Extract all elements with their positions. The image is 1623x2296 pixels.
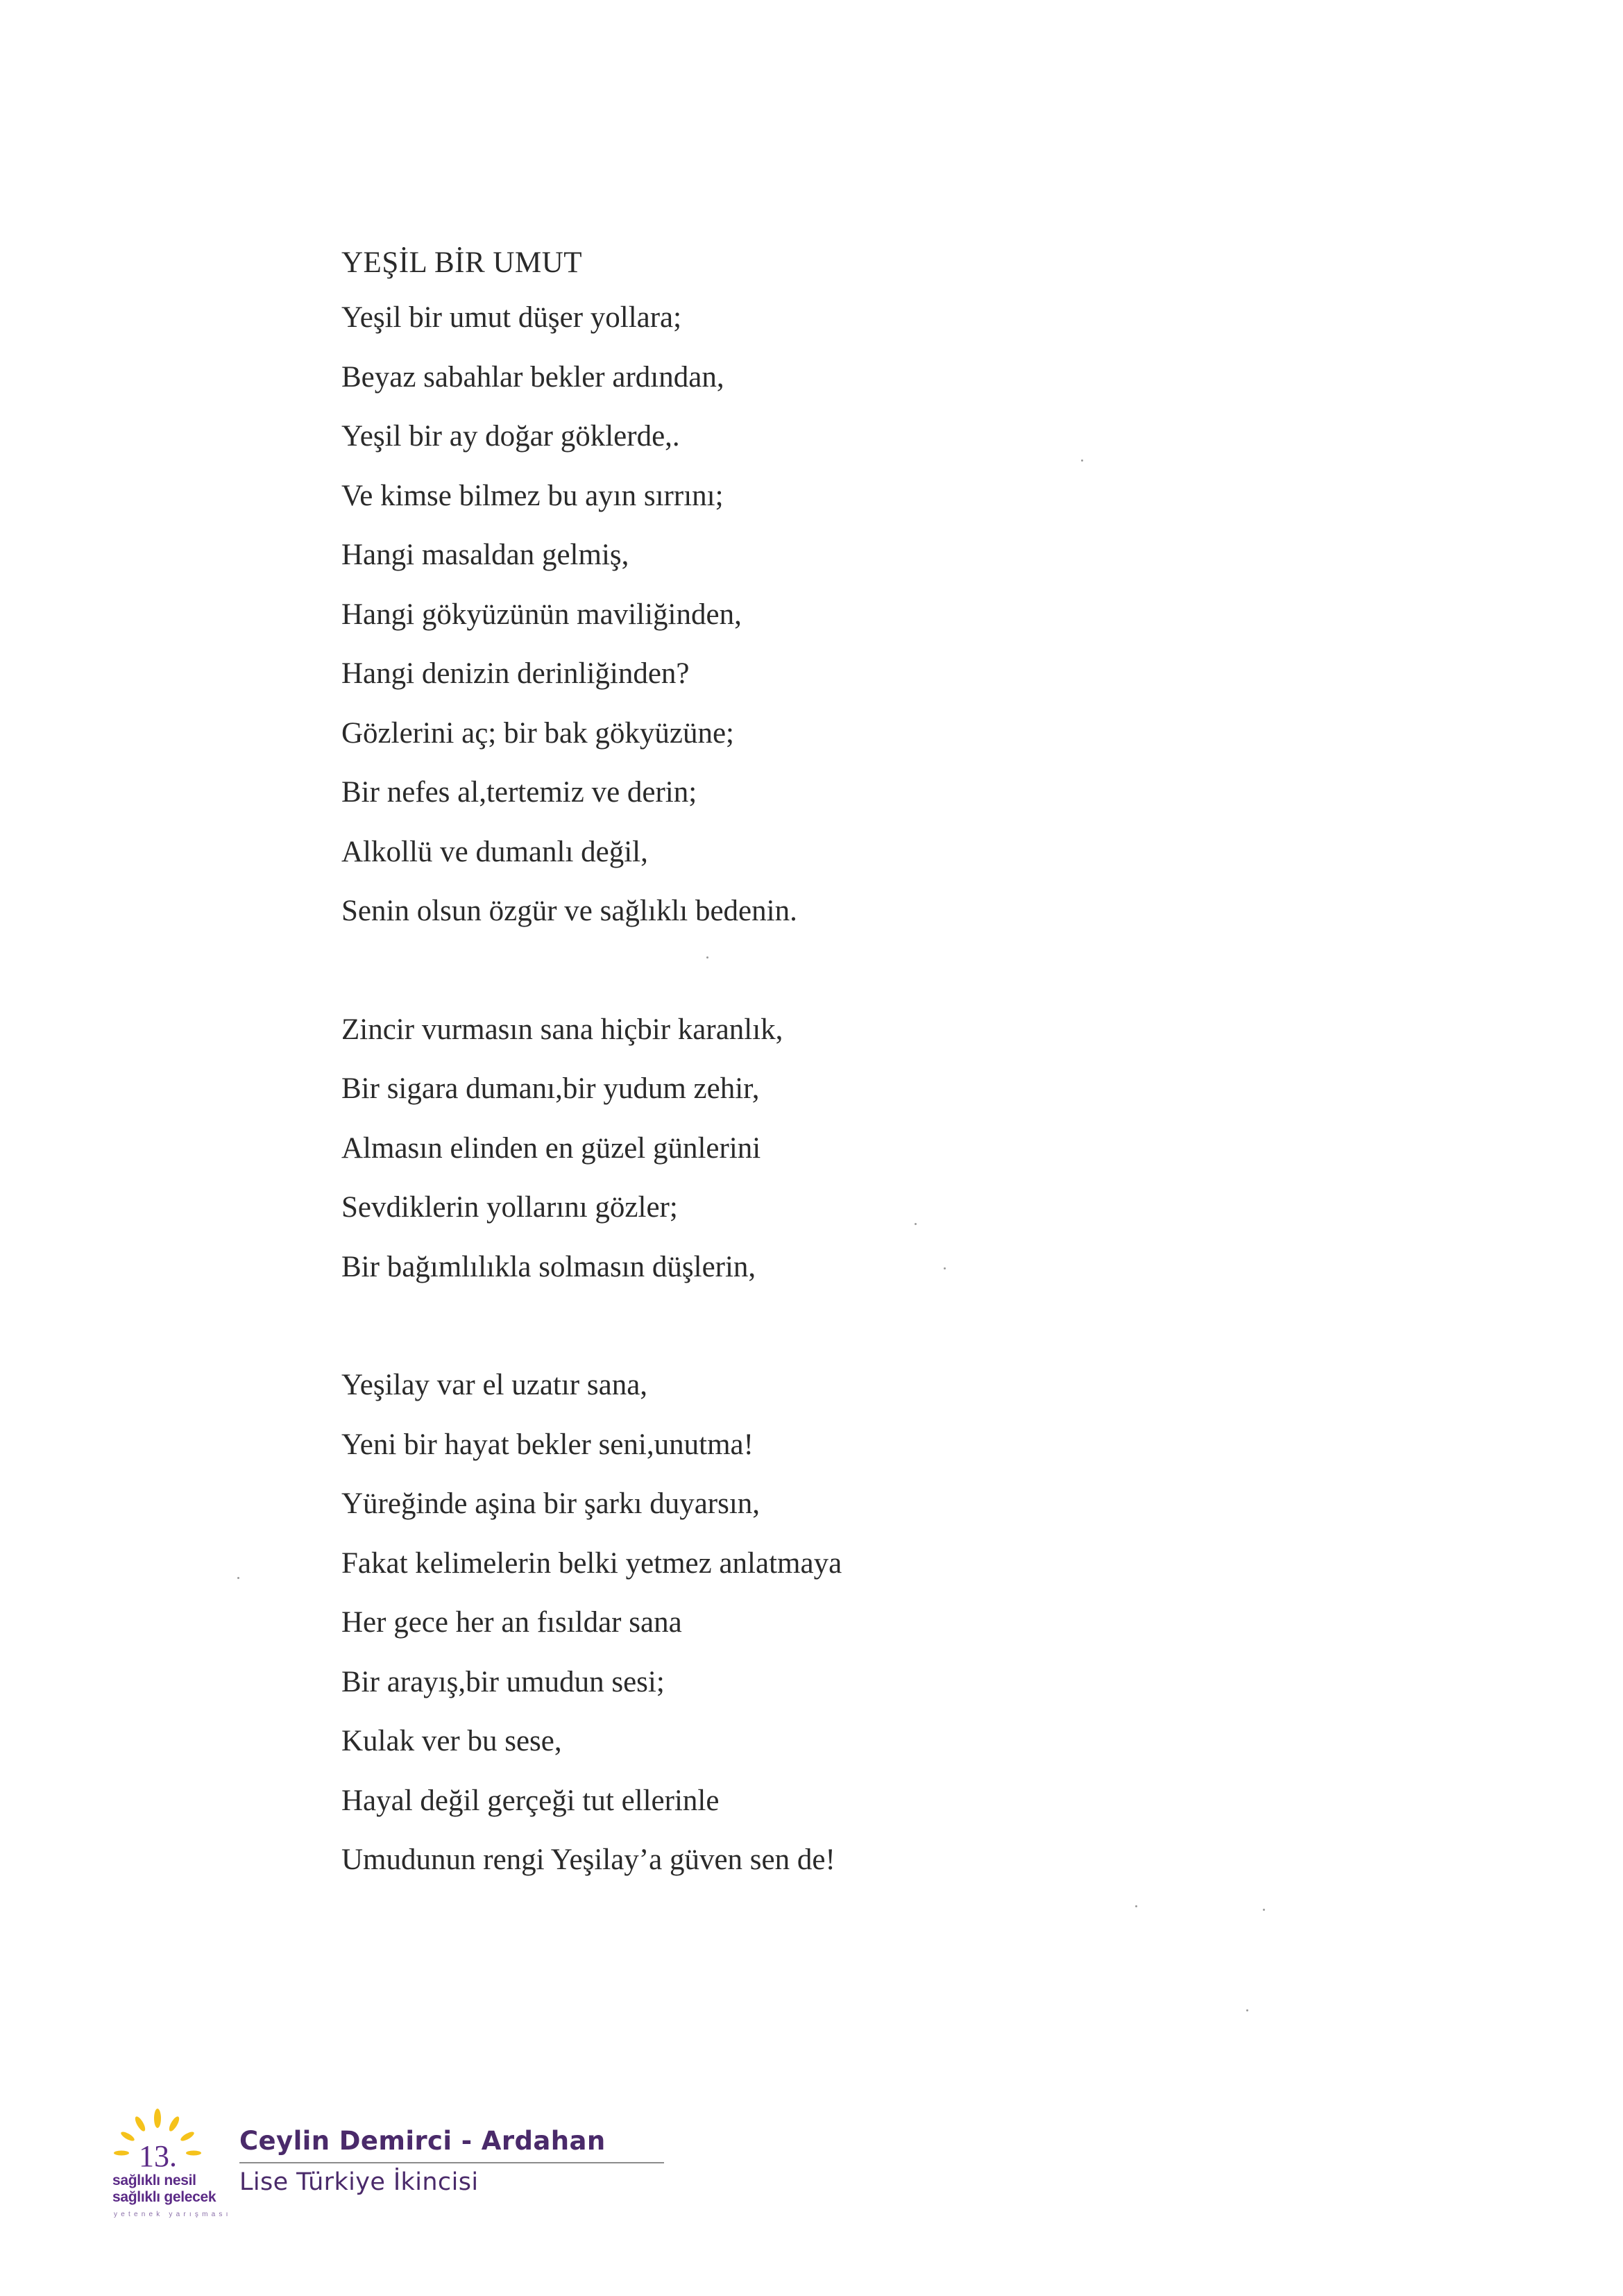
sun-logo-icon	[83, 2103, 236, 2242]
footer	[83, 2103, 611, 2242]
scan-speck	[915, 1223, 917, 1225]
scan-speck	[706, 956, 708, 959]
poem-line: Beyaz sabahlar bekler ardından,	[341, 360, 724, 394]
scan-speck	[1263, 1909, 1265, 1911]
stanza-3	[341, 1356, 1382, 1890]
poem-line: Yeşil bir umut düşer yollara;	[341, 301, 682, 334]
poem-line: Hangi denizin derinliğinden?	[341, 657, 690, 690]
logo-text-line2: sağlıklı gelecek	[112, 2189, 216, 2205]
poem-line: Bir sigara dumanı,bir yudum zehir,	[341, 1072, 760, 1105]
logo-number: 13.	[139, 2139, 177, 2173]
scan-speck	[237, 1577, 239, 1579]
poem-line: Sevdiklerin yollarını gözler;	[341, 1191, 678, 1224]
logo-text-line1: sağlıklı nesil	[112, 2172, 196, 2188]
stanza-spacer	[341, 941, 1382, 1000]
scan-speck	[944, 1267, 946, 1269]
poem-line: Her gece her an fısıldar sana	[341, 1606, 682, 1639]
poem-line: Yeşil bir ay doğar göklerde,.	[341, 420, 680, 453]
poem-line: Bir bağımlılıkla solmasın düşlerin,	[341, 1250, 756, 1283]
poem-line: Hangi masaldan gelmiş,	[341, 539, 629, 571]
poem-line: Yeni bir hayat bekler seni,unutma!	[341, 1428, 754, 1461]
stanza-2	[341, 1000, 1382, 1297]
logo-text-line3: yetenek yarışması	[114, 2211, 232, 2218]
poem-line: Senin olsun özgür ve sağlıklı bedenin.	[341, 895, 797, 927]
poem-line: Alkollü ve dumanlı değil,	[341, 835, 648, 868]
stanza-spacer	[341, 1297, 1382, 1356]
award-label: Lise Türkiye İkincisi	[239, 2168, 479, 2196]
scan-speck	[1135, 1905, 1137, 1907]
poem-line: Fakat kelimelerin belki yetmez anlatmaya	[341, 1546, 842, 1580]
poem-line: Bir arayış,bir umudun sesi;	[341, 1665, 665, 1698]
poem-line: Hangi gökyüzünün maviliğinden,	[341, 598, 742, 631]
poem-title: YEŞİL BİR UMUT	[341, 246, 583, 279]
poem-line: Almasın elinden en güzel günlerini	[341, 1131, 761, 1165]
divider	[239, 2162, 664, 2163]
poem	[341, 246, 1382, 1890]
poem-line: Ve kimse bilmez bu ayın sırrını;	[341, 479, 724, 512]
poem-line: Umudunun rengi Yeşilay’a güven sen de!	[341, 1843, 835, 1876]
poem-line: Yüreğinde aşina bir şarkı duyarsın,	[341, 1487, 760, 1520]
scan-speck	[1246, 2009, 1248, 2011]
poem-line: Kulak ver bu sese,	[341, 1725, 562, 1757]
poem-line: Zincir vurmasın sana hiçbir karanlık,	[341, 1013, 783, 1046]
poem-line: Bir nefes al,tertemiz ve derin;	[341, 776, 697, 809]
poem-line: Hayal değil gerçeği tut ellerinle	[341, 1784, 720, 1817]
stanza-1	[341, 288, 1382, 941]
scan-speck	[1081, 459, 1083, 462]
author-name: Ceylin Demirci - Ardahan	[239, 2126, 606, 2156]
poem-line: Yeşilay var el uzatır sana,	[341, 1369, 648, 1401]
poem-line: Gözlerini aç; bir bak gökyüzüne;	[341, 716, 734, 750]
